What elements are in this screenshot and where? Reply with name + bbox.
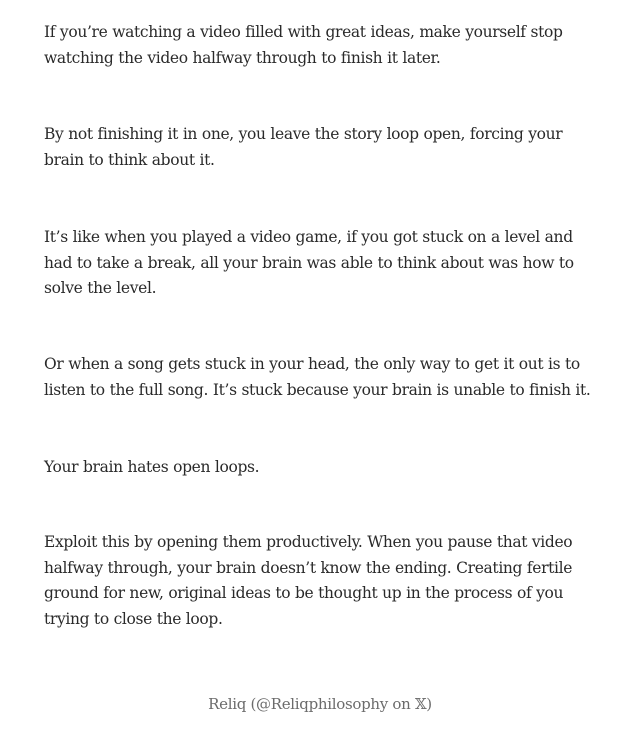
paragraph-line: halfway through, your brain doesn’t know the ending. Creating fertile: [44, 558, 573, 577]
paragraph-line: had to take a break, all your brain was able to think about was how to: [44, 253, 574, 272]
paragraph-line: By not finishing it in one, you leave the story loop open, forcing your: [44, 125, 563, 143]
paragraph-2: [44, 122, 614, 173]
paragraph-line: Or when a song gets stuck in your head, the only way to get it out is to: [44, 355, 580, 373]
paragraph-line: If you’re watching a video filled with great ideas, make yourself stop: [44, 23, 563, 41]
paragraph-line: brain to think about it.: [44, 150, 215, 169]
paragraph-6: [44, 530, 614, 632]
paragraph-line: watching the video halfway through to finish it later.: [44, 48, 441, 67]
paragraph-line: ground for new, original ideas to be thought up in the process of you: [44, 584, 564, 603]
paragraph-3: [44, 225, 614, 302]
paragraph-line: Your brain hates open loops.: [44, 458, 260, 476]
paragraph-1: [44, 20, 614, 71]
paragraph-line: solve the level.: [44, 279, 157, 298]
paragraph-4: [44, 352, 614, 403]
author-credit: Reliq (@Reliqphilosophy on 𝕏): [208, 695, 432, 713]
paragraph-line: Exploit this by opening them productively. When you pause that video: [44, 533, 573, 551]
paragraph-line: trying to close the loop.: [44, 609, 223, 628]
paragraph-5: [44, 455, 614, 481]
paragraph-line: It’s like when you played a video game, if you got stuck on a level and: [44, 228, 573, 246]
paragraph-line: listen to the full song. It’s stuck because your brain is unable to finish it.: [44, 380, 591, 399]
